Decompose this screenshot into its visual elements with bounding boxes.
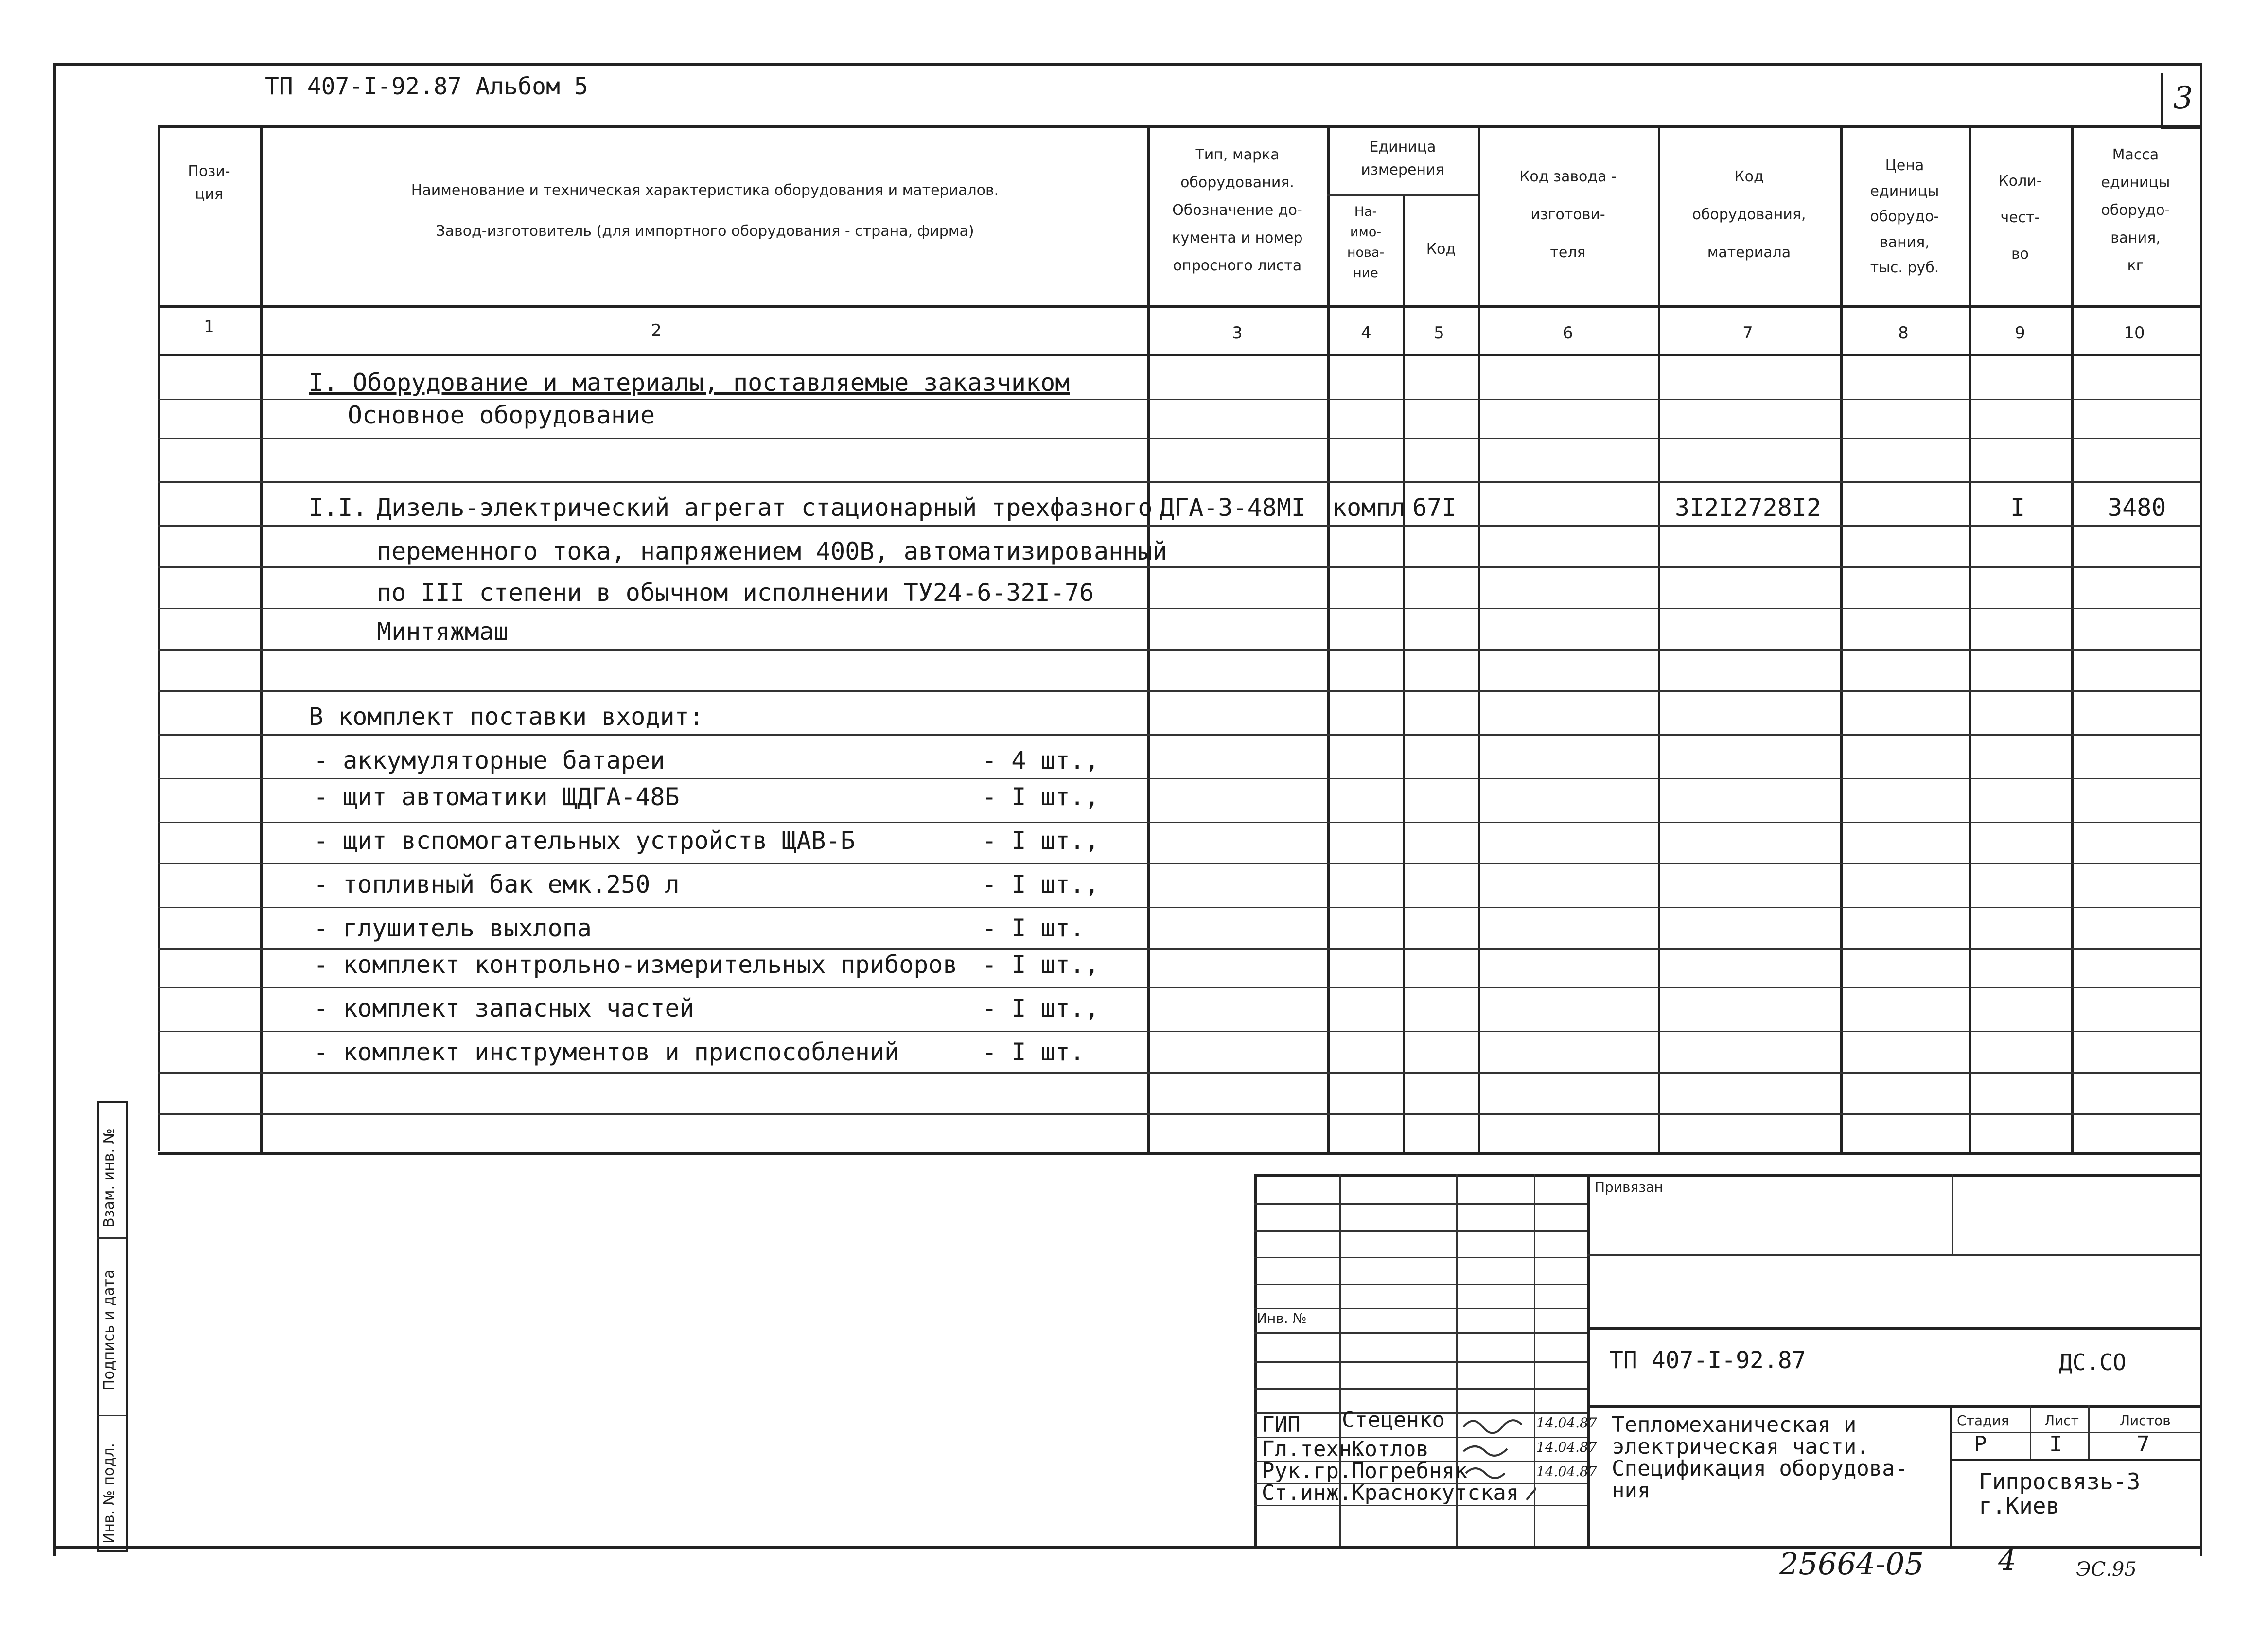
row-rule: [158, 399, 2200, 400]
tb-row: [1254, 1230, 1587, 1232]
col-sep-10: [2200, 125, 2202, 1152]
tb-row: [1254, 1361, 1587, 1363]
signature-marks: [1459, 1412, 1536, 1505]
tb-name: Стеценко: [1342, 1408, 1445, 1432]
col-sep-1: [260, 125, 263, 1152]
tb-doc-suffix: ДС.СО: [2059, 1349, 2127, 1375]
kit-item-qty: - I шт.,: [982, 870, 1099, 898]
tb-row: [1254, 1284, 1587, 1285]
item-unit: компл: [1332, 493, 1406, 522]
col9-header: Коли- чест- во: [1998, 173, 2042, 263]
kit-item-qty: - I шт.: [982, 914, 1085, 942]
tb-stage: Р: [1974, 1432, 1987, 1457]
tb-sheet-label: Лист: [2044, 1412, 2079, 1428]
tb-title-4: ния: [1612, 1478, 1651, 1503]
tb-title-1: Тепломеханическая и: [1612, 1412, 1857, 1437]
tb-stage-bottom: [1950, 1459, 2200, 1461]
doc-reference: ТП 407-I-92.87 Альбом 5: [265, 73, 588, 100]
kit-title: В комплект поставки входит:: [309, 703, 704, 731]
unit-header-split: [1327, 194, 1478, 196]
row-rule: [158, 525, 2200, 527]
tb-date: 14.04.87: [1536, 1415, 1597, 1431]
row-rule: [158, 734, 2200, 736]
tb-sheets: 7: [2137, 1432, 2150, 1457]
col10-header: Масса единицы оборудо- вания, кг: [2101, 146, 2170, 274]
table-left: [158, 125, 160, 1151]
item-name-line1: Дизель-электрический агрегат стационарный трехфазного: [377, 493, 1153, 522]
header-bottom: [158, 305, 2200, 308]
col4-header: На- имо- нова- ние: [1347, 204, 1385, 281]
tb-col: [1587, 1174, 1590, 1546]
tb-privyazan-rule: [1587, 1254, 2200, 1256]
frame-top: [53, 63, 2202, 66]
col8-header: Цена единицы оборудо- вания, тыс. руб.: [1870, 157, 1939, 276]
col-sep-8: [1969, 125, 1971, 1152]
col-sep-6: [1658, 125, 1660, 1152]
row-rule: [158, 438, 2200, 439]
row-rule: [158, 863, 2200, 864]
subsection-title: Основное оборудование: [348, 401, 655, 429]
tb-org-1: Гипросвязь-3: [1979, 1468, 2141, 1495]
kit-item-name: - глушитель выхлопа: [314, 914, 592, 942]
col6-header: Код завода - изготови- теля: [1519, 168, 1617, 261]
item-mass: 3480: [2108, 493, 2166, 522]
tb-sheets-label: Листов: [2120, 1412, 2171, 1428]
col7-header: Код оборудования, материала: [1692, 168, 1806, 261]
item-quantity: I: [2010, 493, 2025, 522]
row-rule: [158, 907, 2200, 908]
tb-row: [1254, 1332, 1587, 1334]
row-rule: [158, 778, 2200, 779]
row-rule: [158, 987, 2200, 988]
col5-header: Код: [1426, 241, 1456, 258]
side-stamp-rule: [97, 1415, 126, 1416]
row-rule: [158, 1113, 2200, 1115]
item-type: ДГА-3-48МI: [1160, 493, 1306, 522]
tb-doc-code: ТП 407-I-92.87: [1609, 1347, 1806, 1374]
tb-name: Котлов: [1352, 1437, 1429, 1461]
colnum-4: 4: [1361, 323, 1371, 343]
colnum-bottom: [158, 354, 2200, 356]
row-rule: [158, 649, 2200, 651]
tb-role: Ст.инж.: [1262, 1480, 1352, 1505]
tb-org-2: г.Киев: [1979, 1493, 2060, 1519]
col2-header: Наименование и техническая характеристика оборудования и материалов. Завод-изготовитель (для импортного оборудования - страна, фирма): [411, 182, 999, 240]
tb-date: 14.04.87: [1536, 1463, 1597, 1479]
tb-sheet: I: [2049, 1432, 2062, 1457]
item-name-line4: Минтяжмаш: [377, 617, 509, 646]
kit-item-name: - комплект контрольно-измерительных приборов: [314, 951, 958, 979]
kit-item-name: - комплект запасных частей: [314, 994, 694, 1022]
colnum-9: 9: [2015, 323, 2025, 343]
col-sep-4: [1403, 194, 1405, 1152]
kit-item-qty: - I шт.,: [982, 994, 1099, 1022]
col1-header: Пози- ция: [188, 163, 230, 203]
colnum-7: 7: [1742, 323, 1753, 343]
side-inv-vzam: Взам. инв. №: [101, 1128, 118, 1228]
tb-stage-label: Стадия: [1957, 1412, 2009, 1428]
kit-item-qty: - I шт.,: [982, 951, 1099, 979]
tb-name: Краснокутская: [1352, 1480, 1519, 1505]
frame-left: [53, 63, 56, 1556]
row-rule: [158, 822, 2200, 823]
tb-privyazan-sep: [1952, 1174, 1953, 1254]
kit-item-qty: - I шт.: [982, 1038, 1085, 1066]
sheet-number: 3: [2173, 80, 2193, 116]
item-unit-code: 67I: [1412, 493, 1457, 522]
archive-note: ЭС.95: [2076, 1558, 2137, 1581]
row-rule: [158, 608, 2200, 609]
archive-number: 25664-05: [1779, 1546, 1924, 1582]
colnum-10: 10: [2124, 323, 2145, 343]
tb-code-top: [1587, 1327, 2200, 1330]
tb-title-3: Спецификация оборудова-: [1612, 1456, 1908, 1481]
row-rule: [158, 948, 2200, 950]
kit-item-qty: - I шт.,: [982, 827, 1099, 855]
tb-privyazan-label: Привязан: [1595, 1179, 1663, 1195]
side-sign-date: Подпись и дата: [101, 1269, 118, 1391]
tb-role: Гл.техн.: [1262, 1437, 1365, 1461]
row-rule: [158, 1031, 2200, 1032]
colnum-2: 2: [651, 321, 662, 340]
item-position: I.I.: [309, 493, 368, 522]
row-rule: [158, 566, 2200, 568]
tb-code-bottom: [1587, 1405, 2200, 1408]
table-top: [158, 125, 2200, 128]
tb-row: [1254, 1257, 1587, 1258]
tb-stage-sep: [1950, 1405, 1952, 1546]
kit-item-qty: - 4 шт.,: [982, 746, 1099, 774]
kit-item-name: - комплект инструментов и приспособлений: [314, 1038, 899, 1066]
section-title: I. Оборудование и материалы, поставляемые заказчиком: [309, 369, 1070, 397]
colnum-6: 6: [1563, 323, 1573, 343]
colnum-8: 8: [1898, 323, 1909, 343]
kit-item-qty: - I шт.,: [982, 783, 1099, 811]
row-rule: [158, 1072, 2200, 1074]
kit-item-name: - щит автоматики ЩДГА-48Б: [314, 783, 680, 811]
item-name-line2: переменного тока, напряжением 400В, автоматизированный: [377, 537, 1167, 565]
kit-item-name: - щит вспомогательных устройств ЩАВ-Б: [314, 827, 855, 855]
item-name-line3: по III степени в обычном исполнении ТУ24-6-32I-76: [377, 579, 1094, 607]
tb-row: [1254, 1203, 1587, 1205]
tb-row: [1254, 1388, 1587, 1390]
col-sep-5: [1478, 125, 1480, 1152]
tb-row: [1254, 1308, 1587, 1309]
row-rule: [158, 481, 2200, 483]
col3-header: Тип, марка оборудования. Обозначение до- кумента и номер опросного листа: [1172, 146, 1303, 274]
archive-page: 4: [1998, 1544, 2016, 1577]
tb-stage-rule: [1950, 1432, 2200, 1433]
side-inv-podl: Инв. № подл.: [101, 1443, 118, 1544]
kit-item-name: - топливный бак емк.250 л: [314, 870, 680, 898]
colnum-5: 5: [1434, 323, 1444, 343]
colnum-3: 3: [1232, 323, 1243, 343]
side-stamp-rule: [97, 1237, 126, 1239]
tb-date: 14.04.87: [1536, 1439, 1597, 1455]
item-equipment-code: 3I2I2728I2: [1675, 493, 1822, 522]
table-bottom: [158, 1152, 2200, 1155]
tb-inv-no-label: Инв. №: [1257, 1310, 1307, 1326]
tb-name: Погребняк: [1352, 1459, 1468, 1483]
col4-top-header: Единица измерения: [1361, 139, 1444, 178]
kit-item-name: - аккумуляторные батареи: [314, 746, 665, 774]
row-rule: [158, 690, 2200, 692]
tb-title-2: электрическая части.: [1612, 1434, 1869, 1459]
colnum-1: 1: [204, 317, 214, 336]
tb-role: ГИП: [1262, 1412, 1301, 1437]
tb-role: Рук.гр.: [1262, 1459, 1352, 1483]
